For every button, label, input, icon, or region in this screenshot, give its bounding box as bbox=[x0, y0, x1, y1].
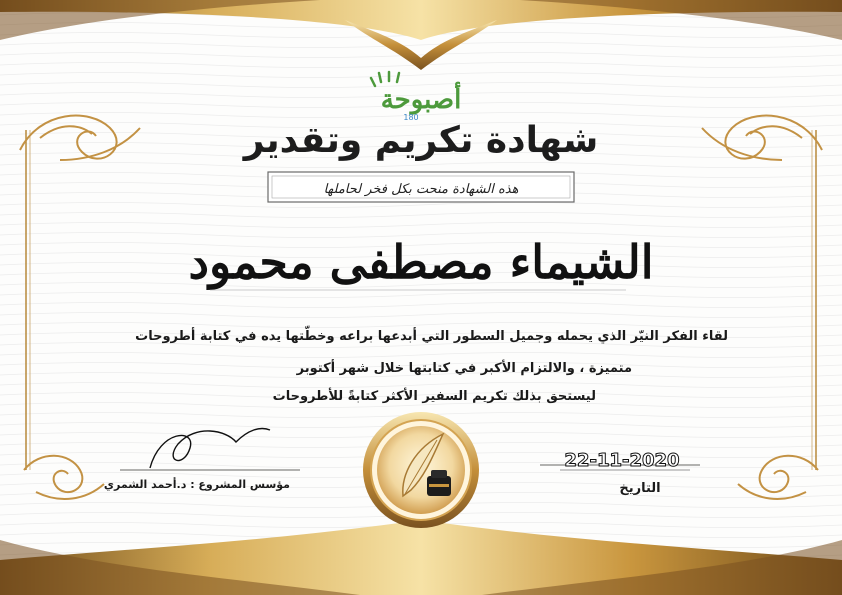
quill-seal bbox=[363, 412, 479, 528]
certificate-subtitle: هذه الشهادة منحت بكل فخر لحاملها bbox=[323, 182, 519, 197]
body-line-3: ليستحق بذلك تكريم السفير الأكثر كتابةً للأطروحات bbox=[272, 389, 596, 404]
date-value: 22-11-2020 bbox=[564, 450, 680, 471]
body-line-1: لقاء الفكر النيّر الذي يحمله وجميل السطور التي أبدعها براعه وخطّتها يده في كتابة أطروحات bbox=[135, 329, 728, 344]
recipient-name: الشيماء مصطفى محمود bbox=[188, 235, 654, 289]
subtitle-frame bbox=[268, 172, 574, 202]
date-label: التاريخ bbox=[619, 481, 661, 496]
body-line-2: متميزة ، والالتزام الأكبر في كتابتها خلال شهر أكتوبر bbox=[296, 361, 632, 376]
founder-label: مؤسس المشروع : د.أحمد الشمري bbox=[103, 478, 290, 491]
logo-text: أصبوحة bbox=[380, 85, 462, 115]
logo-number: 180 bbox=[403, 113, 419, 122]
certificate-title: شهادة تكريم وتقدير bbox=[243, 120, 599, 161]
